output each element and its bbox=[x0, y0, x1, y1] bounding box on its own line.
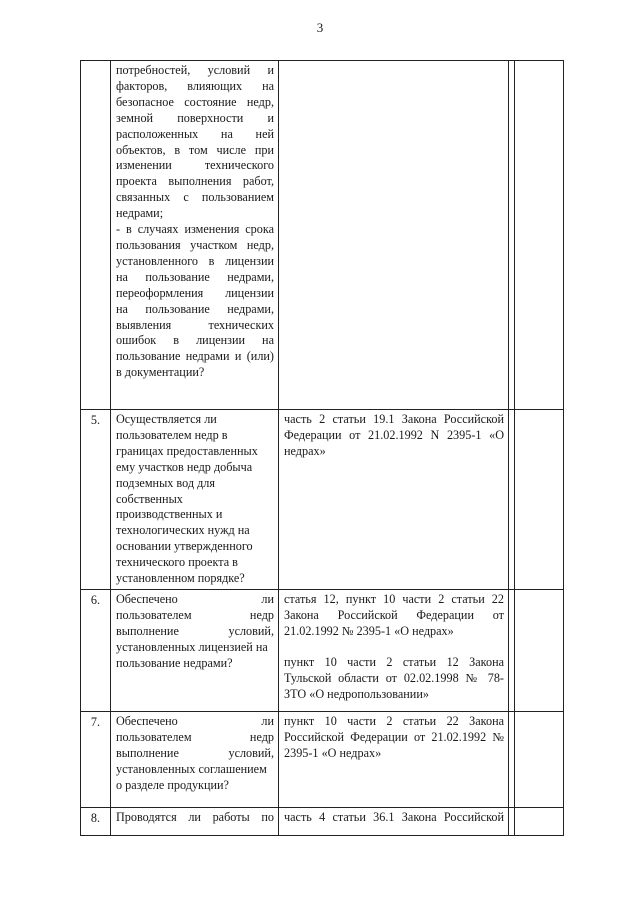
law-line: Федерации от 21.02.1992 N 2395-1 «О bbox=[284, 427, 504, 442]
question-line: изменении технического bbox=[116, 158, 274, 173]
row-number-cell bbox=[81, 61, 111, 410]
question-line: выполнение условий, bbox=[116, 745, 274, 760]
row-number-cell bbox=[81, 711, 111, 807]
law-line: 21.02.1992 № 2395-1 «О недрах» bbox=[284, 623, 454, 638]
row-number-cell bbox=[81, 410, 111, 590]
table-row bbox=[81, 61, 564, 410]
table-row bbox=[81, 711, 564, 807]
law-line: ЗТО «О недропользовании» bbox=[284, 686, 429, 701]
question-text bbox=[111, 61, 278, 383]
question-line: переоформления лицензии bbox=[116, 285, 274, 300]
law-line: Российской Федерации от 21.02.1992 № bbox=[284, 729, 504, 744]
question-line: потребностей, условий и bbox=[116, 63, 274, 77]
question-line: безопасное состояние недр, bbox=[116, 94, 274, 109]
law-line: статья 12, пункт 10 части 2 статьи 22 bbox=[284, 591, 504, 606]
question-cell bbox=[111, 711, 279, 807]
row-number-cell bbox=[81, 807, 111, 835]
table-row bbox=[81, 410, 564, 590]
law-paragraph bbox=[284, 592, 504, 640]
law-reference-text bbox=[279, 410, 508, 462]
question-cell bbox=[111, 61, 279, 410]
row-number: 8. bbox=[90, 810, 101, 825]
question-line: пользования участком недр, bbox=[116, 237, 274, 252]
row-number: 7. bbox=[90, 714, 101, 729]
law-reference-text bbox=[279, 590, 508, 704]
question-cell bbox=[111, 410, 279, 590]
empty-cell bbox=[515, 589, 564, 711]
question-line: - в случаях изменения срока bbox=[116, 222, 274, 237]
question-text bbox=[111, 712, 278, 796]
question-line: о разделе продукции? bbox=[116, 777, 229, 792]
question-line: недрами; bbox=[116, 206, 164, 221]
question-line: земной поверхности и bbox=[116, 110, 274, 125]
empty-cell bbox=[515, 807, 564, 835]
law-paragraph bbox=[284, 810, 504, 826]
law-reference-cell bbox=[279, 589, 509, 711]
law-paragraph bbox=[284, 655, 504, 703]
question-line: пользование недрами и (или) bbox=[116, 349, 274, 364]
law-line: 2395-1 «О недрах» bbox=[284, 745, 382, 760]
law-reference-cell bbox=[279, 410, 509, 590]
law-reference-cell bbox=[279, 61, 509, 410]
question-line: в документации? bbox=[116, 365, 205, 380]
question-line: Обеспечено ли bbox=[116, 591, 274, 606]
question-cell bbox=[111, 589, 279, 711]
question-line: границах предоставленных bbox=[116, 443, 258, 458]
table-row bbox=[81, 807, 564, 835]
row-number: 5. bbox=[90, 413, 101, 427]
page-number: 3 bbox=[316, 20, 324, 35]
question-line: производственных и bbox=[116, 507, 223, 522]
question-line: пользование недрами? bbox=[116, 655, 233, 670]
requirements-table bbox=[80, 60, 564, 836]
table-row bbox=[81, 589, 564, 711]
question-line: пользователем недр в bbox=[116, 427, 228, 442]
question-line: установленного в лицензии bbox=[116, 253, 274, 268]
law-reference-cell bbox=[279, 711, 509, 807]
question-line: технического проекта в bbox=[116, 555, 238, 570]
question-line: собственных bbox=[116, 491, 183, 506]
question-line: подземных вод для bbox=[116, 475, 215, 490]
question-text bbox=[111, 410, 278, 589]
question-line: установленном порядке? bbox=[116, 571, 245, 586]
question-line: основании утвержденного bbox=[116, 539, 253, 554]
question-line: на пользование недрами, bbox=[116, 269, 274, 284]
law-reference-text bbox=[279, 712, 508, 764]
question-line: ошибок в лицензии на bbox=[116, 333, 274, 348]
question-line: выполнение условий, bbox=[116, 623, 274, 638]
law-paragraph bbox=[284, 714, 504, 762]
question-line: на пользование недрами, bbox=[116, 301, 274, 316]
law-reference-text bbox=[279, 61, 508, 65]
law-paragraph bbox=[284, 412, 504, 460]
law-line: пункт 10 части 2 статьи 22 Закона bbox=[284, 713, 504, 728]
row-number-cell bbox=[81, 589, 111, 711]
question-line: проекта выполнения работ, bbox=[116, 174, 274, 189]
law-line: пункт 10 части 2 статьи 12 Закона bbox=[284, 654, 504, 669]
law-line: недрах» bbox=[284, 443, 326, 458]
law-line: часть 2 статьи 19.1 Закона Российской bbox=[284, 412, 504, 426]
question-line: пользователем недр bbox=[116, 607, 274, 622]
law-line: Закона Российской Федерации от bbox=[284, 607, 504, 622]
row-number: 6. bbox=[90, 592, 101, 607]
question-line: объектов, в том числе при bbox=[116, 142, 274, 157]
question-line: Обеспечено ли bbox=[116, 713, 274, 728]
empty-cell bbox=[515, 61, 564, 410]
law-reference-text bbox=[279, 808, 508, 828]
question-line: факторов, влияющих на bbox=[116, 78, 274, 93]
question-cell bbox=[111, 807, 279, 835]
question-line: Проводятся ли работы по bbox=[116, 809, 274, 824]
question-line: пользователем недр bbox=[116, 729, 274, 744]
question-line: установленных лицензией на bbox=[116, 639, 268, 654]
law-reference-cell bbox=[279, 807, 509, 835]
question-line: расположенных на ней bbox=[116, 126, 274, 141]
question-text bbox=[111, 808, 278, 828]
question-line: выявления технических bbox=[116, 317, 274, 332]
question-text bbox=[111, 590, 278, 674]
empty-cell bbox=[515, 711, 564, 807]
question-line: ему участков недр добыча bbox=[116, 459, 253, 474]
question-line: Осуществляется ли bbox=[116, 412, 217, 426]
law-line: часть 4 статьи 36.1 Закона Российской bbox=[284, 809, 504, 824]
question-line: связанных с пользованием bbox=[116, 190, 274, 205]
question-line: установленных соглашением bbox=[116, 761, 267, 776]
law-line: Тульской области от 02.02.1998 № 78- bbox=[284, 670, 504, 685]
empty-cell bbox=[515, 410, 564, 590]
question-line: технологических нужд на bbox=[116, 523, 250, 538]
